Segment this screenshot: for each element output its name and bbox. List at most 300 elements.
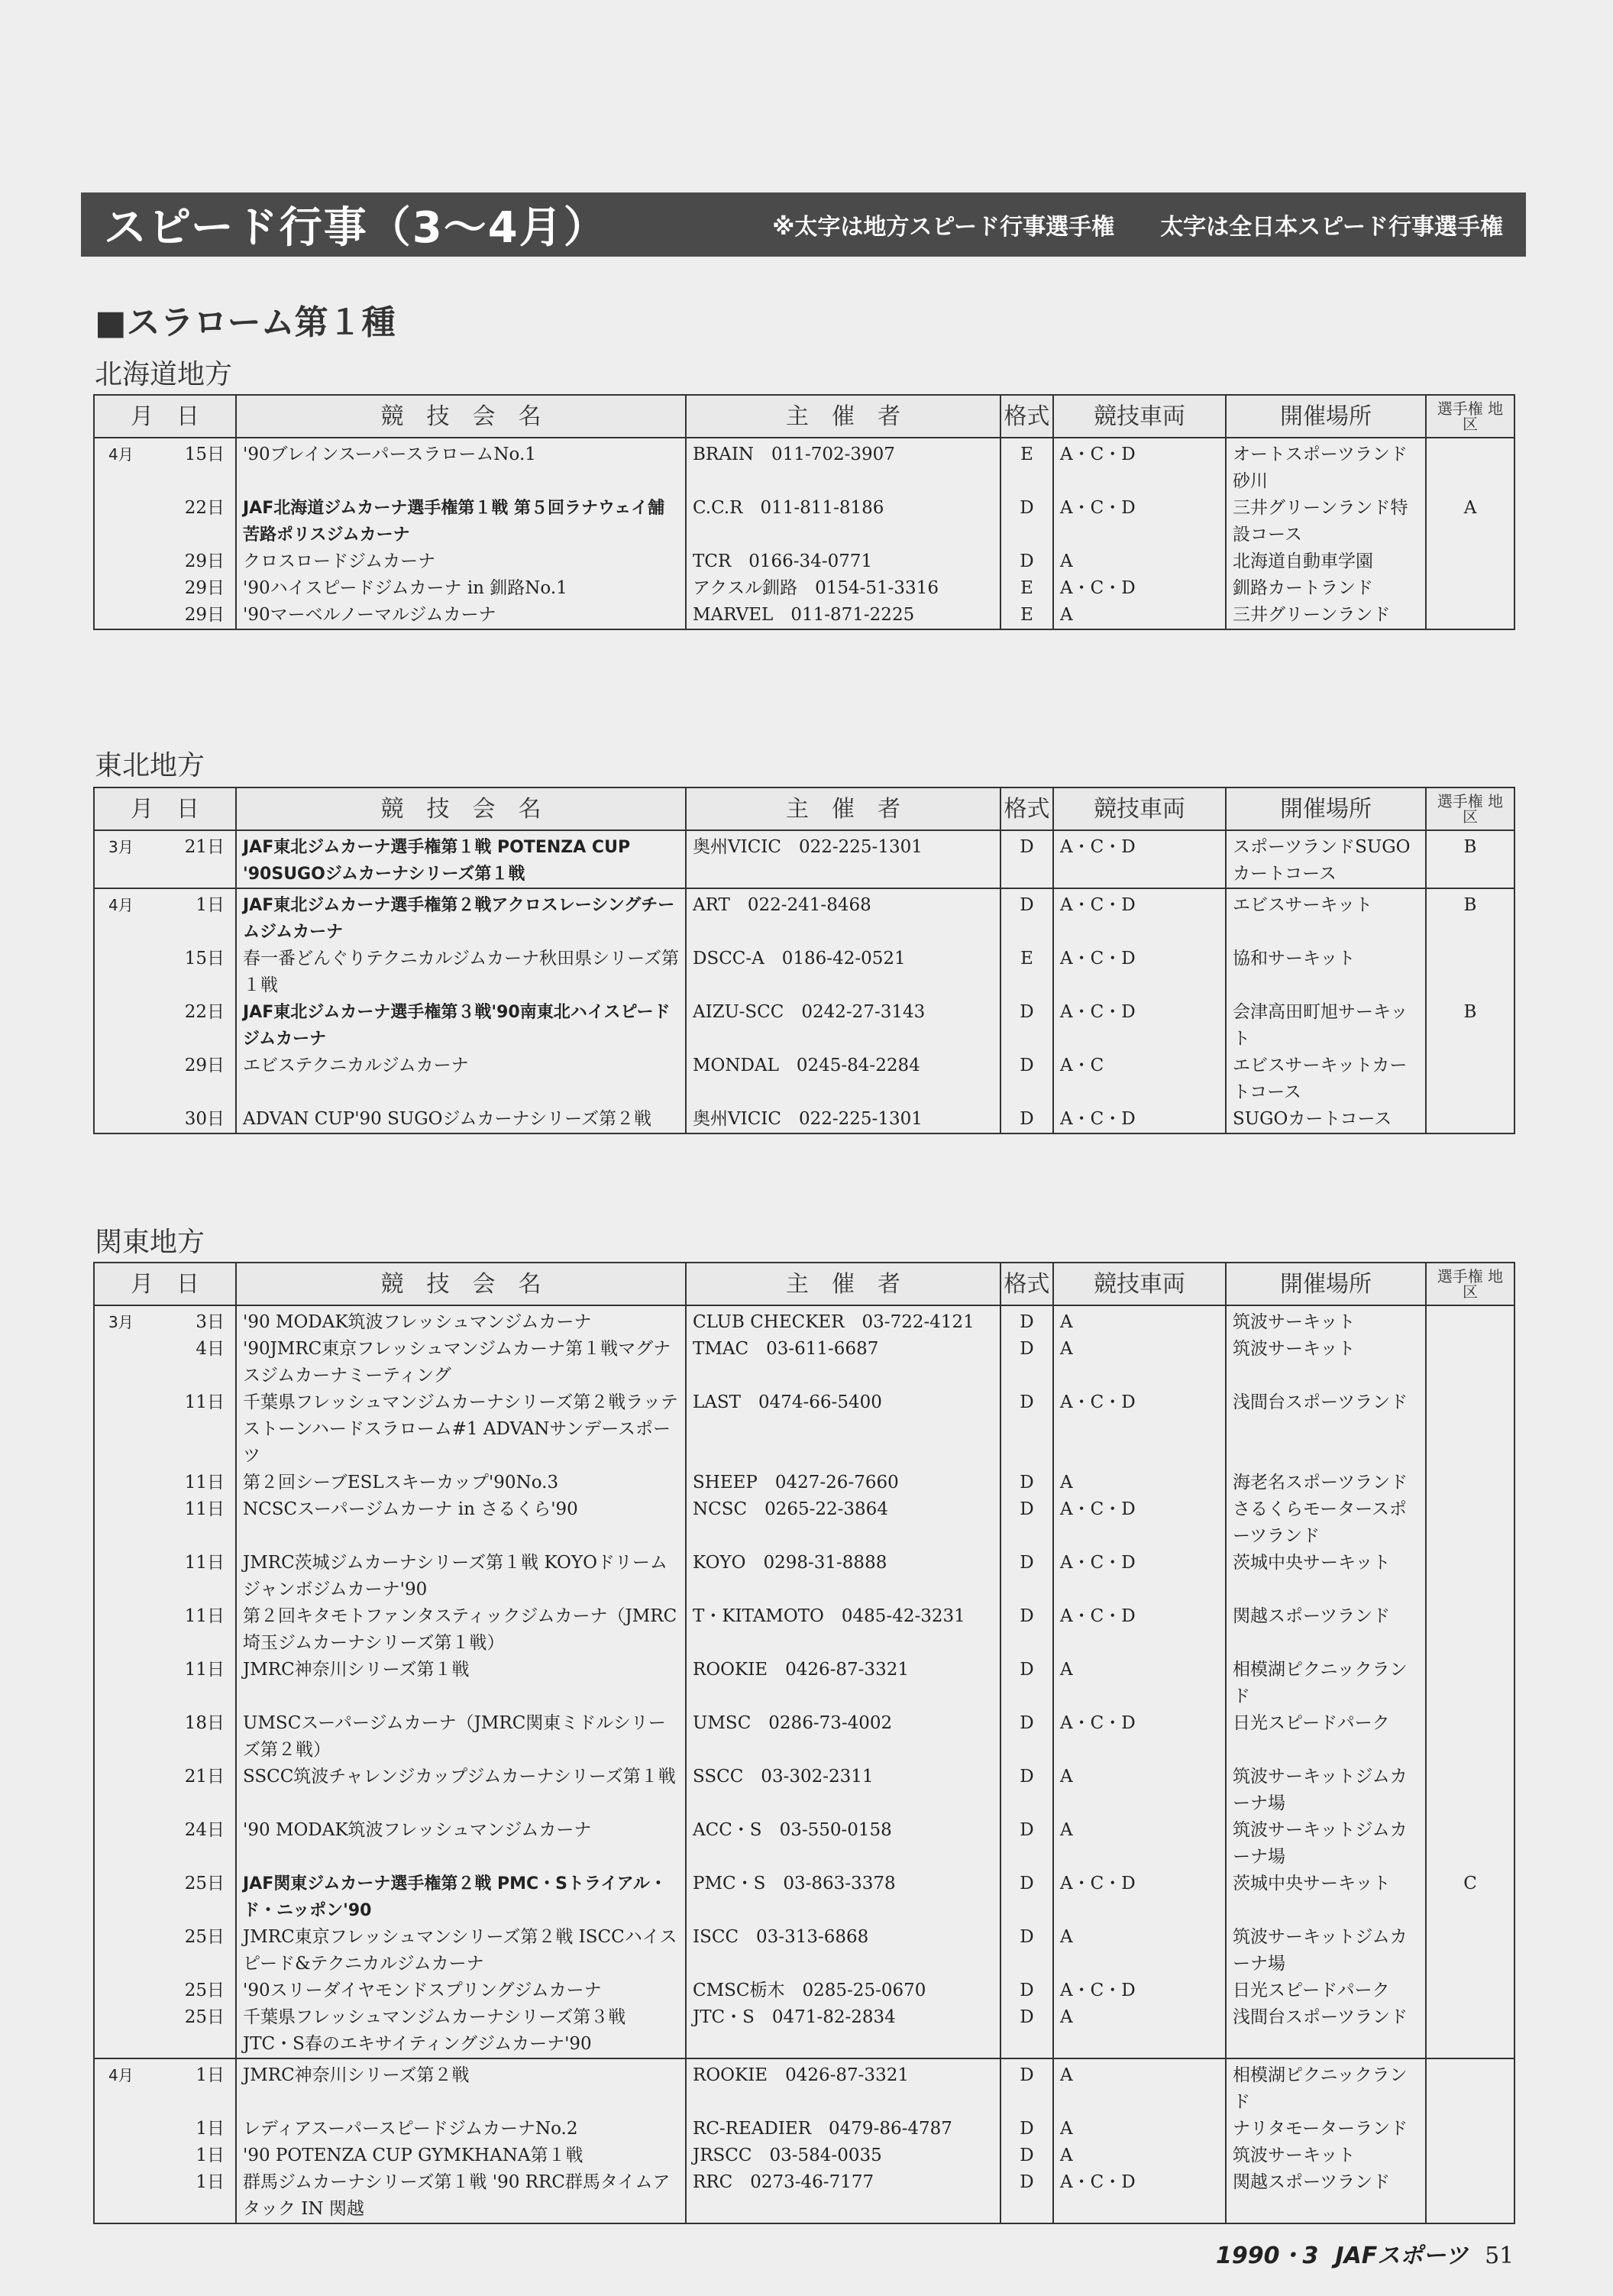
cell-organizer: PMC・S 03-863-3378 (686, 1871, 1000, 1924)
cell-region: B (1426, 999, 1514, 1053)
cell-month (94, 2142, 155, 2169)
month-group (94, 888, 1514, 1133)
cell-vehicles: A・C・D (1053, 946, 1226, 999)
event-row (94, 548, 1514, 575)
cell-month (94, 548, 155, 575)
cell-vehicles: A・C・D (1053, 1106, 1226, 1133)
cell-vehicles: A・C・D (1053, 438, 1226, 495)
event-row (94, 1977, 1514, 2004)
cell-name: 群馬ジムカーナシリーズ第１戦 '90 RRC群馬タイムアタック IN 関越 (236, 2169, 686, 2223)
cell-venue: 海老名スポーツランド (1226, 1470, 1426, 1496)
cell-month (94, 1106, 155, 1133)
cell-month (94, 495, 155, 548)
cell-name: JMRC茨城ジムカーナシリーズ第１戦 KOYOドリームジャンボジムカーナ'90 (236, 1550, 686, 1603)
cell-vehicles: A (1053, 2004, 1226, 2058)
cell-region (1426, 1764, 1514, 1817)
cell-name: UMSCスーパージムカーナ（JMRC関東ミドルシリーズ第２戦） (236, 1710, 686, 1764)
cell-month (94, 1977, 155, 2004)
cell-vehicles: A・C・D (1053, 1603, 1226, 1657)
cell-day: 25日 (155, 1871, 236, 1924)
cell-name: JAF東北ジムカーナ選手権第１戦 POTENZA CUP '90SUGOジムカーナシリーズ第１戦 (236, 830, 686, 888)
cell-month (94, 1924, 155, 1977)
event-row (94, 2169, 1514, 2223)
cell-vehicles: A・C・D (1053, 999, 1226, 1053)
cell-format: D (1000, 1817, 1053, 1871)
header-date: 月 日 (94, 787, 236, 830)
event-row (94, 1657, 1514, 1710)
note-local: ※太字は地方スピード行事選手権 (772, 214, 1115, 241)
cell-month (94, 602, 155, 629)
event-row (94, 602, 1514, 629)
event-row (94, 1053, 1514, 1106)
cell-venue: 釧路カートランド (1226, 575, 1426, 602)
cell-region (1426, 1977, 1514, 2004)
cell-format: D (1000, 2004, 1053, 2058)
event-row (94, 495, 1514, 548)
event-row (94, 575, 1514, 602)
cell-format: D (1000, 1389, 1053, 1470)
cell-organizer: SSCC 03-302-2311 (686, 1764, 1000, 1817)
header-venue: 開催場所 (1226, 1263, 1426, 1305)
cell-name: JAF関東ジムカーナ選手権第２戦 PMC・Sトライアル・ド・ニッポン'90 (236, 1871, 686, 1924)
cell-name: JAF東北ジムカーナ選手権第３戦'90南東北ハイスピードジムカーナ (236, 999, 686, 1053)
event-row (94, 1710, 1514, 1764)
cell-organizer: RRC 0273-46-7177 (686, 2169, 1000, 2223)
cell-region (1426, 1336, 1514, 1389)
cell-name: ADVAN CUP'90 SUGOジムカーナシリーズ第２戦 (236, 1106, 686, 1133)
cell-venue: 三井グリーンランド (1226, 602, 1426, 629)
cell-month (94, 1817, 155, 1871)
cell-month (94, 1710, 155, 1764)
page-footer (1216, 2236, 1514, 2270)
cell-vehicles: A・C・D (1053, 1389, 1226, 1470)
cell-day: 15日 (155, 946, 236, 999)
cell-organizer: BRAIN 011-702-3907 (686, 438, 1000, 495)
cell-organizer: MARVEL 011-871-2225 (686, 602, 1000, 629)
cell-organizer: 奥州VICIC 022-225-1301 (686, 1106, 1000, 1133)
cell-day: 1日 (155, 888, 236, 946)
cell-venue: 筑波サーキット (1226, 1305, 1426, 1336)
cell-name: '90 MODAK筑波フレッシュマンジムカーナ (236, 1817, 686, 1871)
cell-name: '90マーベルノーマルジムカーナ (236, 602, 686, 629)
cell-venue: 茨城中央サーキット (1226, 1550, 1426, 1603)
cell-format: D (1000, 1603, 1053, 1657)
header-venue: 開催場所 (1226, 395, 1426, 438)
cell-format: D (1000, 1470, 1053, 1496)
event-row (94, 2116, 1514, 2142)
cell-month (94, 1496, 155, 1550)
cell-organizer: MONDAL 0245-84-2284 (686, 1053, 1000, 1106)
cell-region (1426, 1710, 1514, 1764)
event-row (94, 1470, 1514, 1496)
region-heading-hokkaido: 北海道地方 (95, 359, 233, 390)
event-table-hokkaido (93, 394, 1519, 630)
cell-vehicles: A (1053, 1924, 1226, 1977)
event-row (94, 1603, 1514, 1657)
cell-region: B (1426, 830, 1514, 888)
cell-region (1426, 2058, 1514, 2116)
cell-region (1426, 2116, 1514, 2142)
cell-name: NCSCスーパージムカーナ in さるくら'90 (236, 1496, 686, 1550)
banner-title: スピード行事（3〜4月） (104, 203, 608, 253)
cell-venue: 筑波サーキットジムカーナ場 (1226, 1764, 1426, 1817)
cell-month (94, 1657, 155, 1710)
event-row (94, 1106, 1514, 1133)
cell-vehicles: A・C・D (1053, 495, 1226, 548)
header-region: 選手権 地 区 (1426, 395, 1514, 438)
cell-region (1426, 946, 1514, 999)
header-organizer: 主 催 者 (686, 787, 1000, 830)
event-row (94, 999, 1514, 1053)
cell-day: 30日 (155, 1106, 236, 1133)
cell-day: 1日 (155, 2142, 236, 2169)
cell-vehicles: A (1053, 1305, 1226, 1336)
cell-region (1426, 2142, 1514, 2169)
cell-vehicles: A・C (1053, 1053, 1226, 1106)
cell-venue: SUGOカートコース (1226, 1106, 1426, 1133)
cell-month (94, 1871, 155, 1924)
cell-organizer: C.C.R 011-811-8186 (686, 495, 1000, 548)
cell-region (1426, 1470, 1514, 1496)
cell-organizer: SHEEP 0427-26-7660 (686, 1470, 1000, 1496)
cell-day: 1日 (155, 2058, 236, 2116)
cell-day: 29日 (155, 602, 236, 629)
header-date: 月 日 (94, 395, 236, 438)
header-organizer: 主 催 者 (686, 395, 1000, 438)
cell-format: D (1000, 1977, 1053, 2004)
cell-vehicles: A (1053, 1657, 1226, 1710)
cell-region (1426, 1053, 1514, 1106)
cell-vehicles: A (1053, 2058, 1226, 2116)
cell-region (1426, 1657, 1514, 1710)
page-number: 51 (1485, 2243, 1514, 2269)
cell-day: 29日 (155, 575, 236, 602)
cell-region (1426, 1496, 1514, 1550)
cell-format: D (1000, 1871, 1053, 1924)
event-row (94, 1389, 1514, 1470)
cell-region: C (1426, 1871, 1514, 1924)
cell-vehicles: A・C・D (1053, 1871, 1226, 1924)
cell-venue: 筑波サーキット (1226, 2142, 1426, 2169)
banner-notes (772, 208, 1503, 241)
event-table-tohoku (93, 787, 1519, 1134)
cell-format: D (1000, 2116, 1053, 2142)
cell-region (1426, 1305, 1514, 1336)
cell-region (1426, 1550, 1514, 1603)
cell-format: E (1000, 602, 1053, 629)
cell-venue: オートスポーツランド砂川 (1226, 438, 1426, 495)
event-row (94, 2004, 1514, 2058)
cell-venue: 相模湖ピクニックランド (1226, 1657, 1426, 1710)
cell-name: エビステクニカルジムカーナ (236, 1053, 686, 1106)
cell-organizer: ISCC 03-313-6868 (686, 1924, 1000, 1977)
cell-organizer: ACC・S 03-550-0158 (686, 1817, 1000, 1871)
cell-format: D (1000, 1496, 1053, 1550)
cell-organizer: 奥州VICIC 022-225-1301 (686, 830, 1000, 888)
cell-name: '90JMRC東京フレッシュマンジムカーナ第１戦マグナスジムカーナミーティング (236, 1336, 686, 1389)
cell-name: JAF北海道ジムカーナ選手権第１戦 第５回ラナウェイ舗苦路ポリスジムカーナ (236, 495, 686, 548)
cell-day: 11日 (155, 1470, 236, 1496)
cell-region (1426, 548, 1514, 575)
cell-organizer: LAST 0474-66-5400 (686, 1389, 1000, 1470)
event-row (94, 2058, 1514, 2116)
cell-region (1426, 1603, 1514, 1657)
cell-month (94, 1764, 155, 1817)
cell-venue: 茨城中央サーキット (1226, 1871, 1426, 1924)
cell-name: SSCC筑波チャレンジカップジムカーナシリーズ第１戦 (236, 1764, 686, 1817)
cell-month (94, 1470, 155, 1496)
header-vehicles: 競技車両 (1053, 1263, 1226, 1305)
cell-format: D (1000, 1106, 1053, 1133)
cell-format: D (1000, 1305, 1053, 1336)
month-group (94, 830, 1514, 888)
cell-day: 15日 (155, 438, 236, 495)
header-venue: 開催場所 (1226, 787, 1426, 830)
cell-venue: ナリタモーターランド (1226, 2116, 1426, 2142)
cell-name: 春一番どんぐりテクニカルジムカーナ秋田県シリーズ第１戦 (236, 946, 686, 999)
page-banner (81, 192, 1526, 257)
cell-vehicles: A・C・D (1053, 1496, 1226, 1550)
cell-organizer: JTC・S 0471-82-2834 (686, 2004, 1000, 2058)
cell-venue: 浅間台スポーツランド (1226, 2004, 1426, 2058)
cell-day: 29日 (155, 548, 236, 575)
cell-name: JMRC神奈川シリーズ第１戦 (236, 1657, 686, 1710)
cell-region (1426, 2004, 1514, 2058)
cell-venue: 筑波サーキット (1226, 1336, 1426, 1389)
cell-day: 21日 (155, 1764, 236, 1817)
cell-vehicles: A (1053, 1470, 1226, 1496)
cell-venue: 協和サーキット (1226, 946, 1426, 999)
cell-name: JMRC神奈川シリーズ第２戦 (236, 2058, 686, 2116)
cell-format: D (1000, 888, 1053, 946)
cell-month (94, 1389, 155, 1470)
event-row (94, 438, 1514, 495)
cell-region (1426, 1924, 1514, 1977)
cell-vehicles: A (1053, 1336, 1226, 1389)
cell-format: D (1000, 1550, 1053, 1603)
event-row (94, 1496, 1514, 1550)
cell-venue: 関越スポーツランド (1226, 2169, 1426, 2223)
cell-month (94, 1336, 155, 1389)
cell-organizer: ROOKIE 0426-87-3321 (686, 2058, 1000, 2116)
cell-day: 22日 (155, 999, 236, 1053)
cell-venue: エビスサーキット (1226, 888, 1426, 946)
event-row (94, 1924, 1514, 1977)
cell-day: 24日 (155, 1817, 236, 1871)
cell-day: 22日 (155, 495, 236, 548)
cell-region (1426, 575, 1514, 602)
region-heading-tohoku: 東北地方 (95, 750, 205, 781)
cell-vehicles: A (1053, 1817, 1226, 1871)
cell-vehicles: A (1053, 2142, 1226, 2169)
header-format: 格式 (1000, 395, 1053, 438)
header-organizer: 主 催 者 (686, 1263, 1000, 1305)
cell-day: 1日 (155, 2116, 236, 2142)
cell-venue: 相模湖ピクニックランド (1226, 2058, 1426, 2116)
event-row (94, 888, 1514, 946)
cell-format: D (1000, 1924, 1053, 1977)
cell-vehicles: A (1053, 2116, 1226, 2142)
cell-format: D (1000, 495, 1053, 548)
region-heading-kanto: 関東地方 (95, 1227, 205, 1258)
month-group (94, 438, 1514, 629)
cell-day: 11日 (155, 1389, 236, 1470)
header-name: 競 技 会 名 (236, 787, 686, 830)
cell-name: '90ブレインスーパースラロームNo.1 (236, 438, 686, 495)
cell-venue: 三井グリーンランド特設コース (1226, 495, 1426, 548)
cell-day: 4日 (155, 1336, 236, 1389)
cell-organizer: ART 022-241-8468 (686, 888, 1000, 946)
cell-format: D (1000, 1053, 1053, 1106)
cell-month (94, 1603, 155, 1657)
cell-day: 11日 (155, 1603, 236, 1657)
cell-region (1426, 1817, 1514, 1871)
header-format: 格式 (1000, 787, 1053, 830)
cell-format: E (1000, 438, 1053, 495)
cell-month (94, 2169, 155, 2223)
cell-name: レディアスーパースピードジムカーナNo.2 (236, 2116, 686, 2142)
cell-name: 第２回キタモトファンタスティックジムカーナ（JMRC埼玉ジムカーナシリーズ第１戦） (236, 1603, 686, 1657)
cell-month: 4月 (94, 888, 155, 946)
cell-organizer: AIZU-SCC 0242-27-3143 (686, 999, 1000, 1053)
cell-venue: 筑波サーキットジムカーナ場 (1226, 1817, 1426, 1871)
cell-vehicles: A・C・D (1053, 1550, 1226, 1603)
cell-venue: エビスサーキットカートコース (1226, 1053, 1426, 1106)
event-row (94, 1764, 1514, 1817)
cell-organizer: TCR 0166-34-0771 (686, 548, 1000, 575)
cell-organizer: CMSC栃木 0285-25-0670 (686, 1977, 1000, 2004)
cell-vehicles: A (1053, 548, 1226, 575)
header-vehicles: 競技車両 (1053, 787, 1226, 830)
cell-month (94, 575, 155, 602)
cell-region (1426, 1389, 1514, 1470)
cell-organizer: NCSC 0265-22-3864 (686, 1496, 1000, 1550)
cell-organizer: ROOKIE 0426-87-3321 (686, 1657, 1000, 1710)
header-format: 格式 (1000, 1263, 1053, 1305)
cell-day: 11日 (155, 1550, 236, 1603)
cell-organizer: TMAC 03-611-6687 (686, 1336, 1000, 1389)
header-name: 競 技 会 名 (236, 1263, 686, 1305)
cell-venue: 日光スピードパーク (1226, 1710, 1426, 1764)
cell-vehicles: A・C・D (1053, 830, 1226, 888)
cell-venue: スポーツランドSUGOカートコース (1226, 830, 1426, 888)
cell-region (1426, 602, 1514, 629)
cell-name: JAF東北ジムカーナ選手権第２戦アクロスレーシングチームジムカーナ (236, 888, 686, 946)
month-group (94, 2058, 1514, 2223)
cell-vehicles: A・C・D (1053, 2169, 1226, 2223)
cell-name: 千葉県フレッシュマンジムカーナシリーズ第２戦ラッテストーンハードスラローム#1 ADVANサンデースポーツ (236, 1389, 686, 1470)
cell-format: D (1000, 1336, 1053, 1389)
cell-day: 18日 (155, 1710, 236, 1764)
cell-name: クロスロードジムカーナ (236, 548, 686, 575)
event-row (94, 1305, 1514, 1336)
cell-format: D (1000, 1710, 1053, 1764)
cell-month: 4月 (94, 2058, 155, 2116)
cell-month (94, 2116, 155, 2142)
event-row (94, 1336, 1514, 1389)
cell-venue: 浅間台スポーツランド (1226, 1389, 1426, 1470)
cell-vehicles: A・C・D (1053, 575, 1226, 602)
cell-format: E (1000, 575, 1053, 602)
cell-venue: 日光スピードパーク (1226, 1977, 1426, 2004)
footer-magazine: JAFスポーツ (1335, 2243, 1469, 2269)
cell-format: D (1000, 548, 1053, 575)
event-row (94, 2142, 1514, 2169)
cell-organizer: UMSC 0286-73-4002 (686, 1710, 1000, 1764)
cell-month: 3月 (94, 1305, 155, 1336)
cell-venue: 関越スポーツランド (1226, 1603, 1426, 1657)
cell-region (1426, 438, 1514, 495)
cell-format: E (1000, 946, 1053, 999)
header-date: 月 日 (94, 1263, 236, 1305)
cell-region: B (1426, 888, 1514, 946)
cell-day: 25日 (155, 1924, 236, 1977)
cell-organizer: RC-READIER 0479-86-4787 (686, 2116, 1000, 2142)
cell-vehicles: A・C・D (1053, 1710, 1226, 1764)
header-region: 選手権 地 区 (1426, 787, 1514, 830)
cell-day: 11日 (155, 1496, 236, 1550)
event-row (94, 830, 1514, 888)
cell-month (94, 946, 155, 999)
cell-name: 第２回シーブESLスキーカップ'90No.3 (236, 1470, 686, 1496)
cell-organizer: アクスル釧路 0154-51-3316 (686, 575, 1000, 602)
cell-month (94, 1550, 155, 1603)
event-row (94, 946, 1514, 999)
event-row (94, 1817, 1514, 1871)
cell-vehicles: A・C・D (1053, 1977, 1226, 2004)
header-vehicles: 競技車両 (1053, 395, 1226, 438)
cell-name: '90スリーダイヤモンドスプリングジムカーナ (236, 1977, 686, 2004)
cell-region: A (1426, 495, 1514, 548)
cell-month (94, 999, 155, 1053)
cell-format: D (1000, 830, 1053, 888)
cell-month: 3月 (94, 830, 155, 888)
cell-organizer: JRSCC 03-584-0035 (686, 2142, 1000, 2169)
cell-day: 25日 (155, 2004, 236, 2058)
cell-region (1426, 2169, 1514, 2223)
header-region: 選手権 地 区 (1426, 1263, 1514, 1305)
cell-month: 4月 (94, 438, 155, 495)
cell-day: 1日 (155, 2169, 236, 2223)
cell-name: '90 POTENZA CUP GYMKHANA第１戦 (236, 2142, 686, 2169)
event-row (94, 1871, 1514, 1924)
cell-venue: 北海道自動車学園 (1226, 548, 1426, 575)
cell-format: D (1000, 2169, 1053, 2223)
cell-organizer: T・KITAMOTO 0485-42-3231 (686, 1603, 1000, 1657)
cell-day: 29日 (155, 1053, 236, 1106)
cell-name: 千葉県フレッシュマンジムカーナシリーズ第３戦 JTC・S春のエキサイティングジムカーナ'90 (236, 2004, 686, 2058)
cell-venue: 筑波サーキットジムカーナ場 (1226, 1924, 1426, 1977)
cell-month (94, 2004, 155, 2058)
cell-organizer: CLUB CHECKER 03-722-4121 (686, 1305, 1000, 1336)
cell-format: D (1000, 2058, 1053, 2116)
cell-format: D (1000, 2142, 1053, 2169)
cell-name: '90ハイスピードジムカーナ in 釧路No.1 (236, 575, 686, 602)
cell-venue: さるくらモータースポーツランド (1226, 1496, 1426, 1550)
cell-name: JMRC東京フレッシュマンシリーズ第２戦 ISCCハイスピード&テクニカルジムカーナ (236, 1924, 686, 1977)
header-name: 競 技 会 名 (236, 395, 686, 438)
footer-issue: 1990・3 (1216, 2243, 1319, 2269)
event-row (94, 1550, 1514, 1603)
note-national: 太字は全日本スピード行事選手権 (1160, 214, 1503, 241)
section-title: ■スラローム第１種 (95, 303, 396, 342)
cell-organizer: DSCC-A 0186-42-0521 (686, 946, 1000, 999)
cell-format: D (1000, 999, 1053, 1053)
cell-month (94, 1053, 155, 1106)
cell-region (1426, 1106, 1514, 1133)
cell-day: 11日 (155, 1657, 236, 1710)
cell-format: D (1000, 1657, 1053, 1710)
